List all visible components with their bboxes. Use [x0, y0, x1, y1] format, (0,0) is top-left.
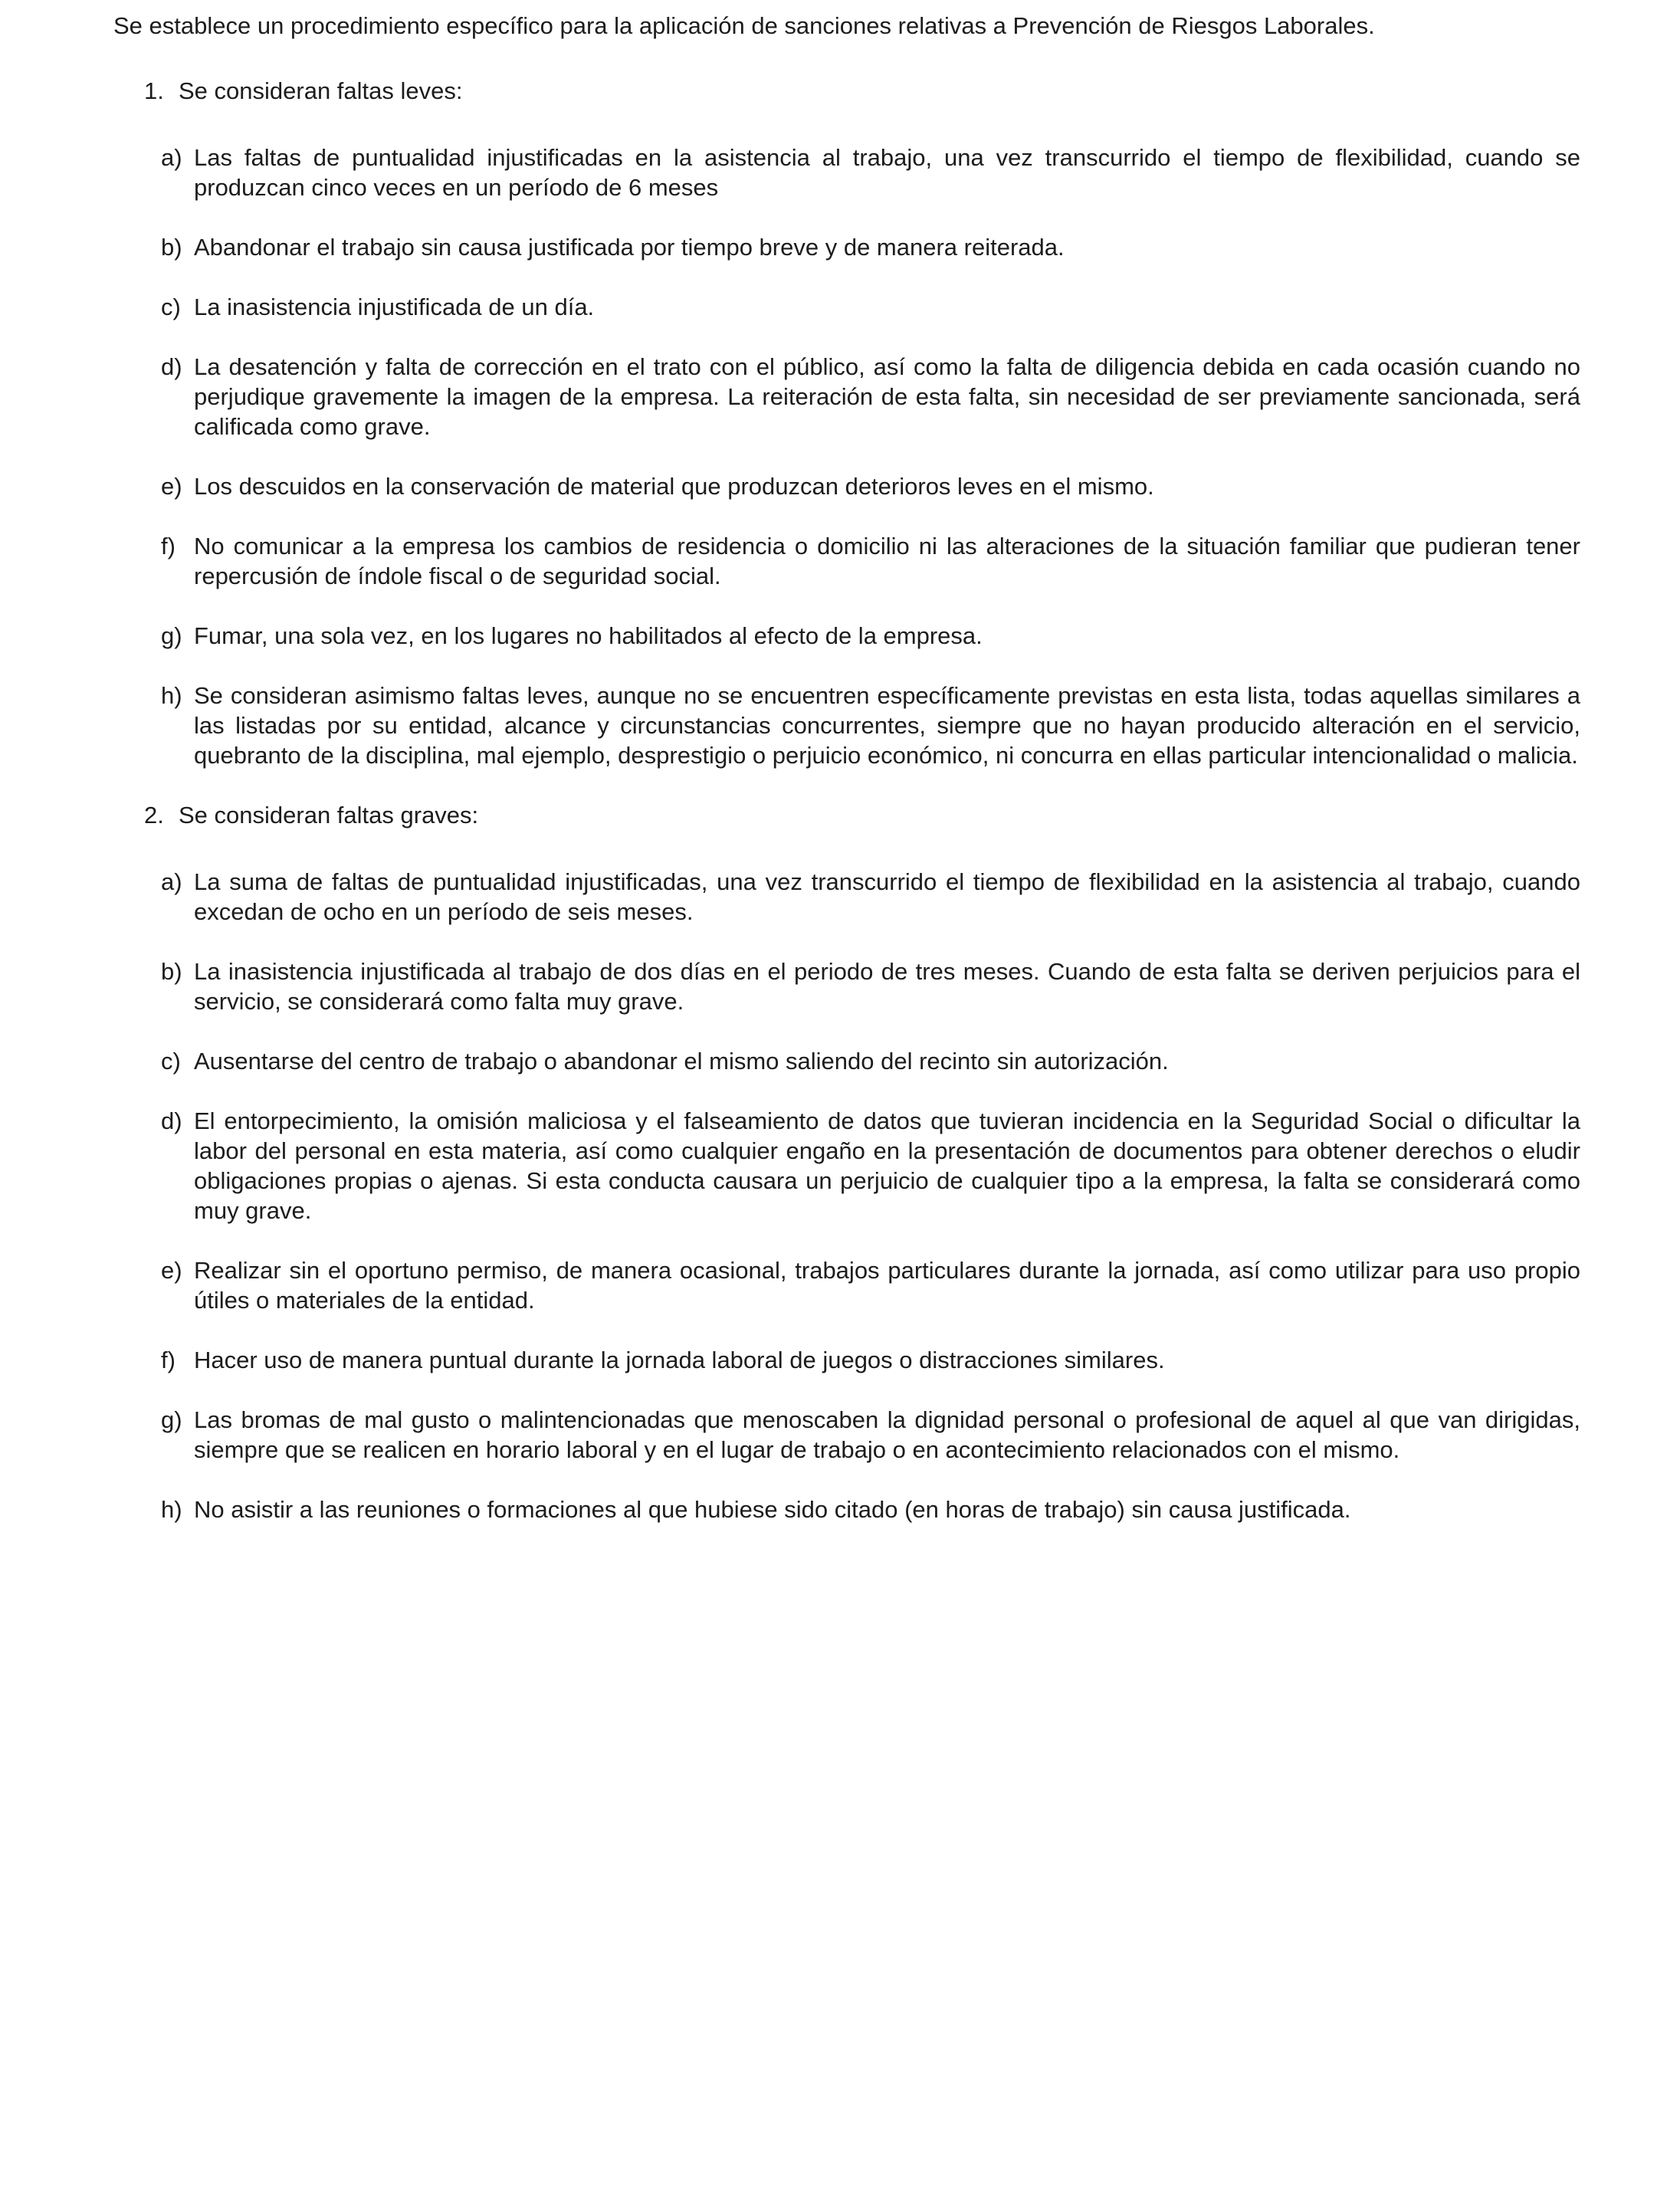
list-item [113, 621, 1580, 651]
item-text: Realizar sin el oportuno permiso, de manera ocasional, trabajos particulares durante la jornada, así como utilizar para uso propio útiles o materiales de la entidad. [194, 1257, 1580, 1314]
list-item [113, 1345, 1580, 1375]
list-item [113, 531, 1580, 591]
section-number: 2. [144, 802, 164, 828]
item-marker: f) [161, 1347, 176, 1373]
list-item [113, 1106, 1580, 1225]
item-marker: b) [161, 958, 182, 985]
item-marker: e) [161, 1257, 182, 1284]
item-text: Fumar, una sola vez, en los lugares no habilitados al efecto de la empresa. [194, 622, 983, 649]
item-marker: a) [161, 144, 182, 171]
list-item [113, 1046, 1580, 1076]
item-text: Se consideran asimismo faltas leves, aunque no se encuentren específicamente previstas en esta lista, todas aquellas similares a las listadas por su entidad, alcance y circunstancias concurrentes, siempre que no hayan producido alteración en el servicio, quebranto de la disciplina, mal ejemplo, desprestigio o perjuicio económico, ni concurra en ellas particular intencionalidad o malicia. [194, 682, 1580, 769]
item-text: Ausentarse del centro de trabajo o abandonar el mismo saliendo del recinto sin autorización. [194, 1048, 1169, 1075]
item-text: La inasistencia injustificada de un día. [194, 294, 595, 320]
list-item [113, 1495, 1580, 1524]
item-marker: f) [161, 533, 176, 559]
item-marker: c) [161, 294, 181, 320]
item-marker: h) [161, 682, 182, 709]
item-text: Los descuidos en la conservación de material que produzcan deterioros leves en el mismo. [194, 473, 1154, 500]
list-item [113, 471, 1580, 501]
section-title: Se consideran faltas graves: [179, 802, 479, 828]
item-marker: a) [161, 868, 182, 895]
item-text: La suma de faltas de puntualidad injustificadas, una vez transcurrido el tiempo de flexibilidad en la asistencia al trabajo, cuando excedan de ocho en un período de seis meses. [194, 868, 1580, 925]
item-text: El entorpecimiento, la omisión maliciosa y el falseamiento de datos que tuvieran incidencia en la Seguridad Social o dificultar la labor del personal en esta materia, así como cualquier engaño en la presentación de documentos para obtener derechos o eludir obligaciones propias o ajenas. Si esta conducta causara un perjuicio de cualquier tipo a la empresa, la falta se considerará como muy grave. [194, 1107, 1580, 1224]
item-marker: d) [161, 1107, 182, 1134]
section-number: 1. [144, 77, 164, 104]
section-header [113, 800, 1580, 830]
item-marker: g) [161, 1406, 182, 1433]
item-marker: g) [161, 622, 182, 649]
list-item [113, 956, 1580, 1016]
item-marker: d) [161, 353, 182, 380]
section-faltas-leves [113, 76, 1580, 770]
list-item [113, 143, 1580, 202]
item-text: No comunicar a la empresa los cambios de residencia o domicilio ni las alteraciones de la situación familiar que pudieran tener repercusión de índole fiscal o de seguridad social. [194, 533, 1580, 589]
list-item [113, 1255, 1580, 1315]
item-marker: e) [161, 473, 182, 500]
intro-paragraph: Se establece un procedimiento específico para la aplicación de sanciones relativas a Prevención de Riesgos Laborales. [113, 12, 1375, 39]
item-text: Las faltas de puntualidad injustificadas en la asistencia al trabajo, una vez transcurrido el tiempo de flexibilidad, cuando se produzcan cinco veces en un período de 6 meses [194, 144, 1580, 201]
item-text: No asistir a las reuniones o formaciones al que hubiese sido citado (en horas de trabajo) sin causa justificada. [194, 1496, 1351, 1523]
item-marker: h) [161, 1496, 182, 1523]
list-item [113, 681, 1580, 770]
list-item [113, 292, 1580, 322]
list-item [113, 232, 1580, 262]
list-item [113, 1405, 1580, 1465]
section-title: Se consideran faltas leves: [179, 77, 463, 104]
item-text: Abandonar el trabajo sin causa justificada por tiempo breve y de manera reiterada. [194, 234, 1065, 261]
item-marker: c) [161, 1048, 181, 1075]
list-item [113, 867, 1580, 927]
item-text: Las bromas de mal gusto o malintencionadas que menoscaben la dignidad personal o profesional de aquel al que van dirigidas, siempre que se realicen en horario laboral y en el lugar de trabajo o en acontecimiento relacionados con el mismo. [194, 1406, 1580, 1463]
item-text: La inasistencia injustificada al trabajo de dos días en el periodo de tres meses. Cuando de esta falta se deriven perjuicios para el servicio, se considerará como falta muy grave. [194, 958, 1580, 1015]
list-item [113, 352, 1580, 441]
item-marker: b) [161, 234, 182, 261]
item-text: La desatención y falta de corrección en el trato con el público, así como la falta de diligencia debida en cada ocasión cuando no perjudique gravemente la imagen de la empresa. La reiteración de esta falta, sin necesidad de ser previamente sancionada, será calificada como grave. [194, 353, 1580, 440]
section-faltas-graves [113, 800, 1580, 1524]
item-text: Hacer uso de manera puntual durante la jornada laboral de juegos o distracciones similares. [194, 1347, 1165, 1373]
section-header [113, 76, 1580, 106]
